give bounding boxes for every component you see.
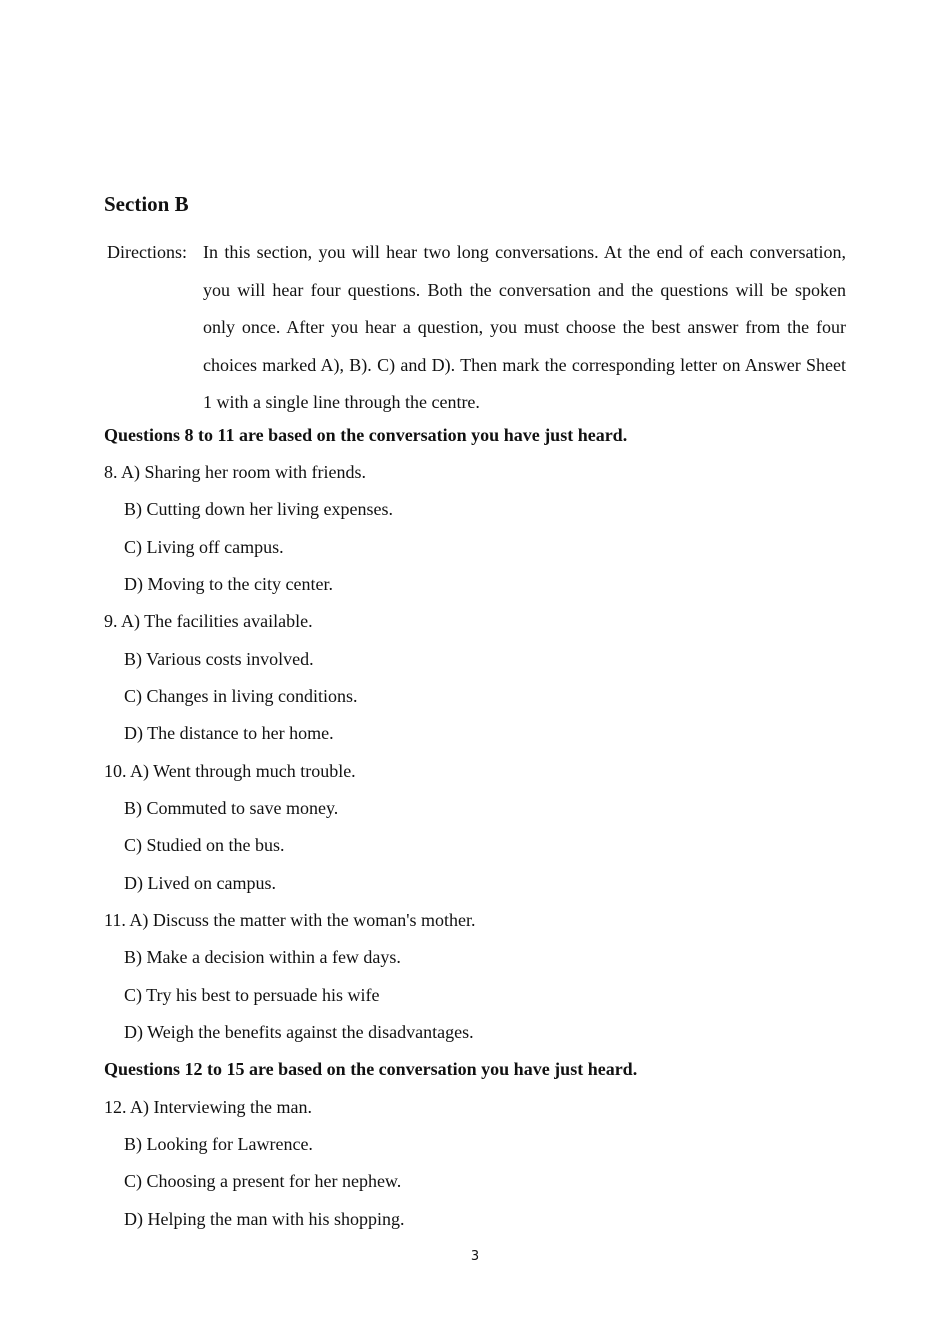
group-heading-12-15: Questions 12 to 15 are based on the conversation you have just heard.: [104, 1059, 638, 1079]
question-10-option-b: B) Commuted to save money.: [124, 798, 339, 818]
question-11-option-d: D) Weigh the benefits against the disadvantages.: [124, 1022, 474, 1042]
directions-block: [107, 234, 846, 422]
question-8-option-d: D) Moving to the city center.: [124, 574, 333, 594]
question-10-option-a: 10. A) Went through much trouble.: [104, 761, 356, 781]
directions-text: In this section, you will hear two long conversations. At the end of each conversation, you will hear four questions. Both the conversation and the questions will be spoken only once. After you hear a question, you must choose the best answer from the four choices marked A), B). C) and D). Then mark the corresponding letter on Answer Sheet 1 with a single line through the centre.: [203, 242, 846, 412]
group-heading-8-11: Questions 8 to 11 are based on the conversation you have just heard.: [104, 425, 628, 445]
question-9-option-c: C) Changes in living conditions.: [124, 686, 358, 706]
question-10-option-c: C) Studied on the bus.: [124, 835, 285, 855]
directions-label: Directions:: [107, 242, 187, 262]
question-12-option-d: D) Helping the man with his shopping.: [124, 1209, 405, 1229]
question-10-option-d: D) Lived on campus.: [124, 873, 276, 893]
question-12-option-a: 12. A) Interviewing the man.: [104, 1097, 312, 1117]
question-11-option-a: 11. A) Discuss the matter with the woman's mother.: [104, 910, 476, 930]
question-8-option-a: 8. A) Sharing her room with friends.: [104, 462, 366, 482]
page-number: 3: [470, 1249, 480, 1264]
question-9-option-a: 9. A) The facilities available.: [104, 611, 313, 631]
question-8-option-b: B) Cutting down her living expenses.: [124, 499, 393, 519]
question-12-option-c: C) Choosing a present for her nephew.: [124, 1171, 402, 1191]
section-title: Section B: [104, 192, 189, 216]
question-11-option-b: B) Make a decision within a few days.: [124, 947, 401, 967]
question-11-option-c: C) Try his best to persuade his wife: [124, 985, 380, 1005]
question-8-option-c: C) Living off campus.: [124, 537, 284, 557]
question-12-option-b: B) Looking for Lawrence.: [124, 1134, 313, 1154]
question-9-option-d: D) The distance to her home.: [124, 723, 334, 743]
question-9-option-b: B) Various costs involved.: [124, 649, 314, 669]
